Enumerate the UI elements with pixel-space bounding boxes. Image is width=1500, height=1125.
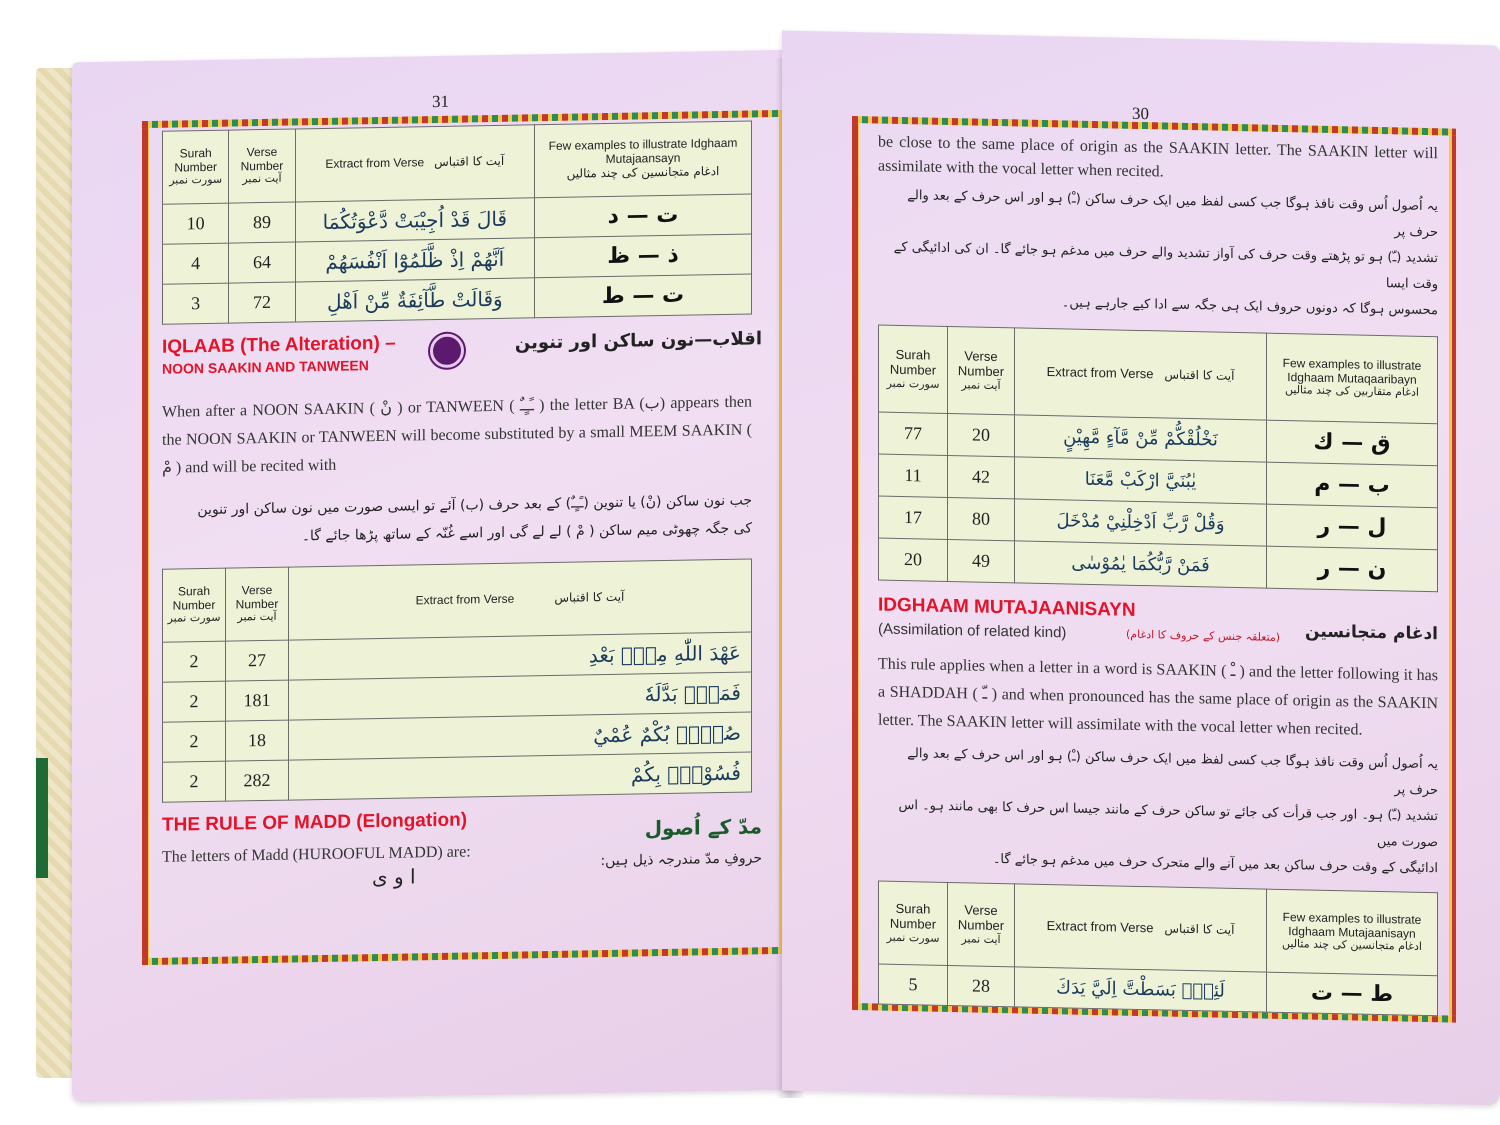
table-header-row: Surah Number سورت نمبر Verse Number آیت نمبر Extract from Verse آیت کا اقتباس Few examples to illustrate Idghaam Mutaqaaribayn ادغام متقاربین کی چند مثالیں [879, 325, 1438, 424]
table-row: 3 72 وَقَالَتْ طَّآئِفَةٌ مِّنْ اَهْلِ ت — ط [163, 274, 752, 324]
right-content: be close to the same place of origin as the SAAKIN letter. The SAAKIN letter will assimilate with the vocal letter when recited. یہ اُصول اُس وقت نافذ ہوگا جب کسی لفظ میں ایک حرف ساکن (ـْ) ہو اور اس حرف کے بعد والے حرف پر تشدید (ـّ) ہو تو پڑھتے وقت حرف کی آواز تشدید والے حرف میں مدغم ہو جائے گا۔ ان کی ادائیگی کے وقت ایسا محسوس ہوگا کہ دونوں حروف ایک ہی جگہ سے ادا کیے جارہے ہیں۔ Surah Number سورت نمبر Verse Number آیت نمبر Extract from Verse آیت کا اقتباس Few examples to illustrate Idghaam Mutaqaaribayn ادغام متقاربین کی چند مثالیں 77 20 نَخْلُقْكُّمْ مِّنْ مَّآءٍ مَّهِيْنٍ ق — ك 11 42 يٰبُنَيَّ ارْكَبْ مَّعَنَا ب — م 17 80 وَقُلْ رَّبِّ اَدْخِلْنِيْ مُدْخَلَ ل — ر 20 49 فَمَنْ رَّبُّكُمَا يٰمُوْسٰى ن — ر IDGHAAM MUTAJAANISAYN (Assimilation of related kind) (متعلقہ جنس کے حروف کا ادغام) ادغام متجانسین This rule applies when a letter in a word is SAAKIN ( ـْ ) and the letter following it has a SHADDAH ( ـّ ) and when pronounced has the same place of origin as the SAAKIN letter. The SAAKIN letter will assimilate with the vocal letter when recited. یہ اُصول اُس وقت نافذ ہوگا جب کسی لفظ میں ایک حرف ساکن (ـْ) ہو اور اس حرف کے بعد والے حرف پر تشدید (ـّ) ہو۔ اور جب قرأت کی جائے تو ساکن حرف کے مانند جیسا اس حرف کا بھی مانند ہو۔ اس صورت میں ادائیگی کے وقت حرف ساکن بعد میں آنے والے متحرک حرف میں مدغم ہو جائے گا۔ Surah Number سورت نمبر Verse Number آیت نمبر Extract from Verse آیت کا اقتباس Few examples to illustrate Idghaam Mutajaanisayn ادغام متجانسین کی چند مثالیں 5 28 لَئِنْۢ بَسَطْتَّ اِلَيَّ يَدَكَ ط — ت [878, 130, 1438, 1016]
table-header-row [163, 121, 752, 204]
table-row: 77 20 نَخْلُقْكُّمْ مِّنْ مَّآءٍ مَّهِيْنٍ ق — ك [879, 412, 1438, 466]
table-row: 4 64 اَنَّهُمْ اِذْ ظَّلَمُوْٓا اَنْفُسَهُمْ ذ — ظ [163, 234, 752, 284]
table-header-row: Surah Number سورت نمبر Verse Number آیت نمبر Extract from Verse آیت کا اقتباس [163, 559, 752, 642]
extract-header: Extract from Verse آیت کا اقتباس [295, 125, 534, 202]
cover-ribbon [36, 758, 48, 878]
table-row: 17 80 وَقُلْ رَّبِّ اَدْخِلْنِيْ مُدْخَلَ ل — ر [879, 496, 1438, 550]
idghaam-mutaqaaribayn-table [878, 324, 1438, 592]
left-page [72, 50, 800, 1103]
open-book [30, 38, 1500, 1098]
iqlaab-paragraph: When after a NOON SAAKIN ( نْ ) or TANWEEN ( ـًـٍـٌ ) the letter BA (ب) appears then the NOON SAAKIN or TANWEEN will become substituted by a small MEEM SAAKIN ( مْ ) and will be recited with [162, 393, 753, 477]
table-row: 5 28 لَئِنْۢ بَسَطْتَّ اِلَيَّ يَدَكَ ط — ت [879, 964, 1438, 1016]
table-header-row: Surah Number سورت نمبر Verse Number آیت نمبر Extract from Verse آیت کا اقتباس Few examples to illustrate Idghaam Mutajaanisayn ادغام متجانسین کی چند مثالیں [879, 881, 1438, 976]
mutajaanisayn-paragraph: This rule applies when a letter in a word is SAAKIN ( ـْ ) and the letter following it has a SHADDAH ( ـّ ) and when pronounced has the same place of origin as the SAAKIN letter. The SAAKIN letter will assimilate with the vocal letter when recited. [878, 655, 1439, 739]
table-row: 2 27 عَهْدَ اللّٰهِ مِنْۢ بَعْدِ [163, 632, 752, 682]
verse-header: Verse Number آیت نمبر [229, 129, 295, 203]
table-row: 2 18 صُمٌّۢ بُكْمٌ عُمْيٌ [163, 712, 752, 762]
idghaam-mutajaanisayn-table [878, 880, 1438, 1016]
iqlaab-urdu-line-2: کی جگہ چھوٹی میم ساکن ( مْ ) لے لے گی اور اسے غُنّہ کے ساتھ پڑھا جائے گا۔ [301, 520, 752, 545]
idghaam-mutajaansayn-table [162, 120, 752, 324]
right-page [782, 30, 1500, 1105]
surah-header: Surah Number سورت نمبر [163, 130, 229, 204]
examples-header: Few examples to illustrate Idghaam Mutajaansayn ادغام متجانسین کی چند مثالیں [535, 121, 752, 198]
madd-letters: ا و ی [372, 864, 416, 890]
table-row: 20 49 فَمَنْ رَّبُّكُمَا يٰمُوْسٰى ن — ر [879, 538, 1438, 592]
iqlaab-urdu-line-1: جب نون ساکن (نْ) یا تنوین (ـًـٍـٌ) کے بعد حرف (ب) آئے تو ایسی صورت میں نون ساکن اور تنوین [197, 492, 752, 519]
intro-paragraph: be close to the same place of origin as the SAAKIN letter. The SAAKIN letter will assimilate with the vocal letter when recited. [878, 133, 1438, 181]
table-row: 11 42 يٰبُنَيَّ ارْكَبْ مَّعَنَا ب — م [879, 454, 1438, 508]
page-number: 31 [432, 91, 449, 112]
bullet-circle-icon [430, 334, 464, 369]
table-row: 2 181 فَمَنْۢ بَدَّلَهٗ [163, 672, 752, 722]
page-number: 30 [1132, 103, 1149, 124]
iqlaab-table [162, 558, 752, 802]
left-content [162, 120, 762, 894]
madd-section: THE RULE OF MADD (Elongation) مدّ کے اُصول The letters of Madd (HUROOFUL MADD) are: حروفِ مدّ مندرجہ ذیل ہیں: ا و ی [162, 809, 762, 890]
mutajaanisayn-heading: IDGHAAM MUTAJAANISAYN (Assimilation of related kind) (متعلقہ جنس کے حروف کا ادغام) ادغام متجانسین [878, 594, 1438, 645]
iqlaab-heading: IQLAAB (The Alteration) – NOON SAAKIN AND TANWEEN اقلاب—نون ساکن اور تنوین [162, 328, 762, 377]
table-row: 2 282 فُسُوْقٌۢ بِكُمْ [163, 752, 752, 802]
table-row: 10 89 قَالَ قَدْ اُجِيْبَتْ دَّعْوَتُكُمَا ت — د [163, 194, 752, 244]
